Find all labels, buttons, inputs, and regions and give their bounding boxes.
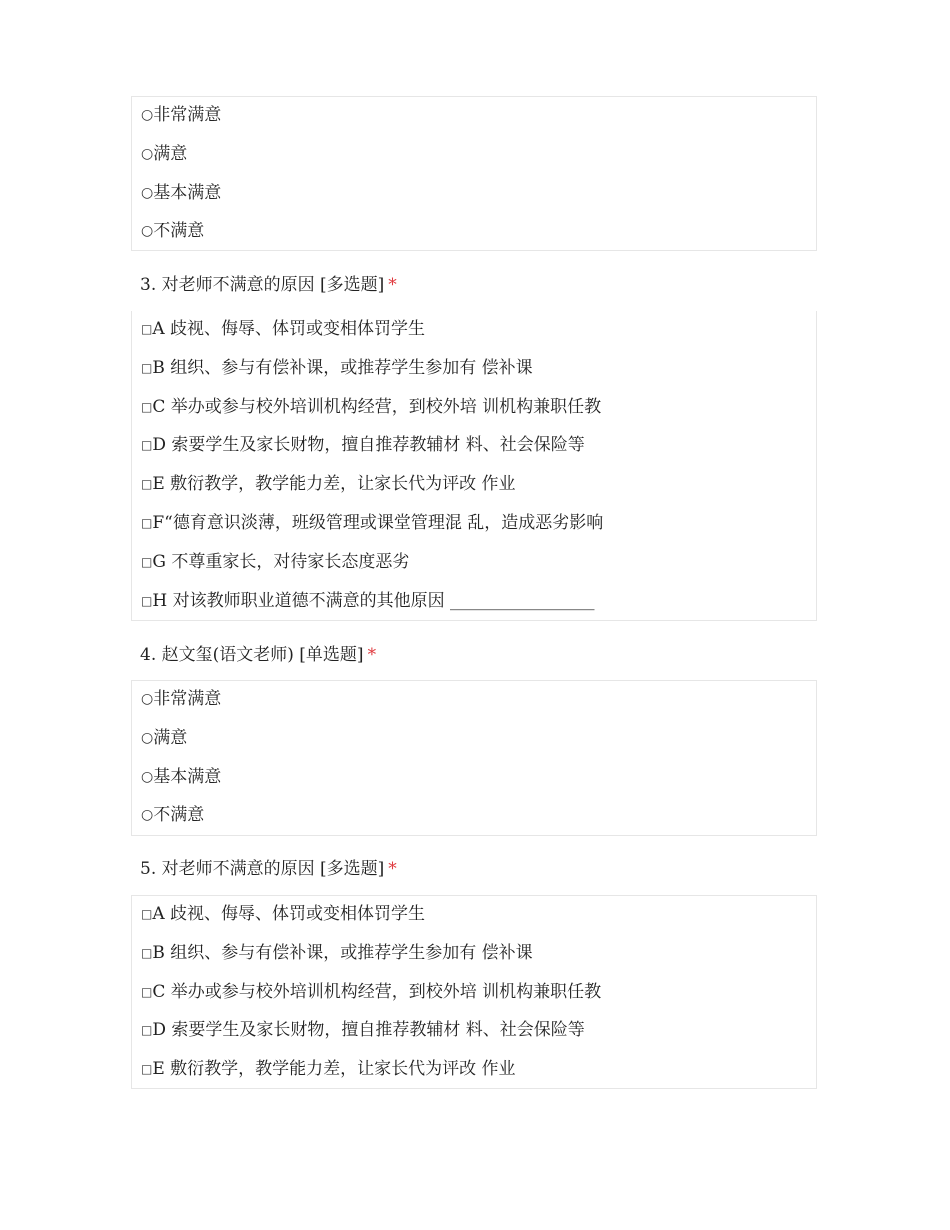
checkbox-icon: □ xyxy=(141,984,153,999)
required-marker: * xyxy=(388,859,397,879)
option-label: E 敷衍教学，教学能力差，让家长代为评改 作业 xyxy=(152,474,516,495)
radio-icon: ○ xyxy=(141,807,154,824)
radio-icon: ○ xyxy=(141,184,154,201)
radio-icon: ○ xyxy=(141,107,154,123)
option-label: 满意 xyxy=(153,727,188,748)
checkbox-option[interactable] xyxy=(132,1055,816,1094)
q2-options xyxy=(131,96,817,251)
checkbox-option[interactable] xyxy=(132,354,816,393)
checkbox-icon: □ xyxy=(141,1023,153,1038)
question-title: 5. 对老师不满意的原因 [多选题] * xyxy=(140,859,397,879)
option-label: A 歧视、侮辱、体罚或变相体罚学生 xyxy=(152,904,426,924)
required-marker: * xyxy=(388,275,397,295)
checkbox-icon: □ xyxy=(141,907,153,921)
checkbox-option[interactable] xyxy=(132,315,816,354)
option-label: 不满意 xyxy=(153,805,205,826)
option-label: B 组织、参与有偿补课，或推荐学生参加有 偿补课 xyxy=(152,357,533,378)
checkbox-icon: □ xyxy=(141,399,153,414)
option-label: C 举办或参与校外培训机构经营，到校外培 训机构兼职任教 xyxy=(152,396,602,417)
checkbox-icon: □ xyxy=(141,515,153,530)
option-label: 非常满意 xyxy=(153,689,222,709)
checkbox-icon: □ xyxy=(141,945,153,960)
checkbox-icon: □ xyxy=(141,593,153,608)
option-label: D 索要学生及家长财物，擅自推荐教辅材 料、社会保险等 xyxy=(152,435,585,456)
checkbox-option[interactable] xyxy=(132,470,816,509)
checkbox-option[interactable] xyxy=(132,587,816,626)
radio-option[interactable] xyxy=(132,763,816,802)
radio-option[interactable] xyxy=(132,685,816,724)
radio-option[interactable] xyxy=(132,217,816,256)
radio-option[interactable] xyxy=(132,801,816,840)
question-title: 4. 赵文玺(语文老师) [单选题] * xyxy=(140,645,377,665)
option-label: D 索要学生及家长财物，擅自推荐教辅材 料、社会保险等 xyxy=(152,1020,585,1041)
question-title: 3. 对老师不满意的原因 [多选题] * xyxy=(140,275,397,295)
checkbox-option[interactable] xyxy=(132,431,816,470)
option-label: A 歧视、侮辱、体罚或变相体罚学生 xyxy=(152,319,426,339)
checkbox-icon: □ xyxy=(141,322,153,336)
option-label: H 对该教师职业道德不满意的其他原因 _________________ xyxy=(152,590,595,611)
radio-option[interactable] xyxy=(132,101,816,140)
option-label: C 举办或参与校外培训机构经营，到校外培 训机构兼职任教 xyxy=(152,981,602,1002)
option-label: G 不尊重家长，对待家长态度恶劣 xyxy=(152,551,410,572)
checkbox-option[interactable] xyxy=(132,548,816,587)
option-label: F“德育意识淡薄，班级管理或课堂管理混 乱，造成恶劣影响 xyxy=(152,512,604,533)
checkbox-option[interactable] xyxy=(132,1016,816,1055)
checkbox-icon: □ xyxy=(141,1062,153,1077)
checkbox-option[interactable] xyxy=(132,900,816,939)
radio-icon: ○ xyxy=(141,691,154,707)
checkbox-option[interactable] xyxy=(132,393,816,432)
option-label: E 敷衍教学，教学能力差，让家长代为评改 作业 xyxy=(152,1059,516,1080)
checkbox-option[interactable] xyxy=(132,939,816,978)
required-marker: * xyxy=(367,645,377,665)
option-label: 非常满意 xyxy=(153,105,222,125)
checkbox-icon: □ xyxy=(141,554,153,569)
radio-option[interactable] xyxy=(132,179,816,218)
option-label: B 组织、参与有偿补课，或推荐学生参加有 偿补课 xyxy=(152,942,533,963)
option-label: 基本满意 xyxy=(153,182,222,203)
radio-icon: ○ xyxy=(141,729,154,746)
q3-options xyxy=(131,311,817,621)
radio-icon: ○ xyxy=(141,768,154,785)
radio-icon: ○ xyxy=(141,145,154,162)
q4-options xyxy=(131,680,817,836)
option-label: 不满意 xyxy=(153,221,205,242)
radio-option[interactable] xyxy=(132,140,816,179)
option-label: 基本满意 xyxy=(153,766,222,787)
radio-option[interactable] xyxy=(132,724,816,763)
checkbox-option[interactable] xyxy=(132,978,816,1017)
checkbox-icon: □ xyxy=(141,477,153,492)
checkbox-option[interactable] xyxy=(132,509,816,548)
q5-options xyxy=(131,895,817,1089)
option-label: 满意 xyxy=(153,143,188,164)
radio-icon: ○ xyxy=(141,223,154,240)
checkbox-icon: □ xyxy=(141,360,153,375)
checkbox-icon: □ xyxy=(141,438,153,453)
